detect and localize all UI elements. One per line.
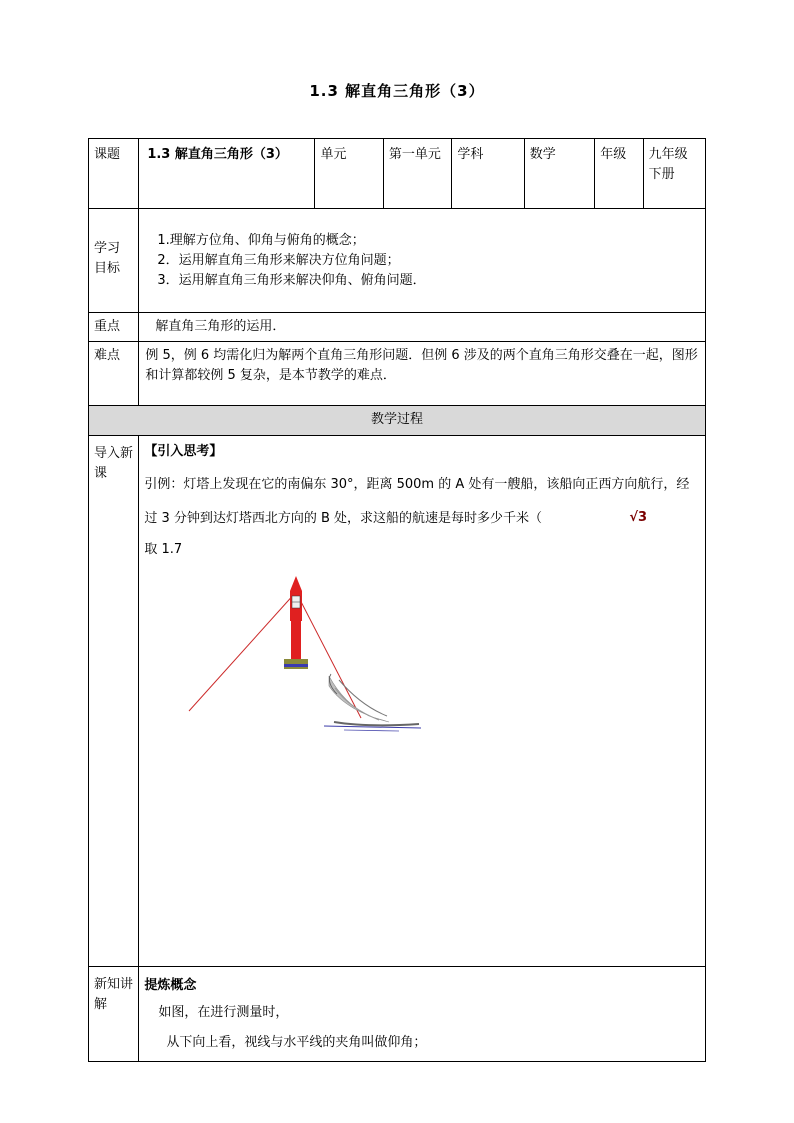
sight-line-b — [296, 592, 361, 718]
topic-value: 1.3 解直角三角形（3） — [139, 139, 315, 209]
intro-take-value: 取 1.7 — [144, 542, 183, 557]
goals-list — [139, 209, 706, 313]
focus-text: 解直角三角形的运用． — [139, 313, 706, 342]
goal-item: 3．运用解直角三角形来解决仰角、俯角问题． — [157, 273, 426, 288]
goal-item: 1.理解方位角、仰角与俯角的概念； — [157, 233, 365, 248]
new-knowledge-line1: 如图，在进行测量时， — [158, 1005, 289, 1020]
difficulty-text: 例 5，例 6 均需化归为解两个直角三角形问题．但例 6 涉及的两个直角三角形交叠在一起，图形和计算都较例 5 复杂，是本节教学的难点． — [139, 342, 706, 406]
intro-label: 导入新课 — [89, 436, 139, 967]
new-knowledge-label: 新知讲解 — [89, 967, 139, 1062]
new-knowledge-line2: 从下向上看，视线与水平线的夹角叫做仰角； — [166, 1035, 427, 1050]
grade-label: 年级 — [595, 139, 643, 209]
new-knowledge-content — [139, 967, 706, 1062]
focus-label: 重点 — [89, 313, 139, 342]
lighthouse-figure — [159, 576, 459, 776]
intro-paragraph: 引例：灯塔上发现在它的南偏东 30°，距离 500m 的 A 处有一艘船，该船向正西方向航行，经过 3 分钟到达灯塔西北方向的 B 处，求这船的航速是每时多少千米（ — [144, 477, 690, 526]
unit-label: 单元 — [315, 139, 383, 209]
subject-value: 数学 — [524, 139, 594, 209]
goals-label-line1: 学习 — [94, 241, 121, 256]
sqrt-three-formula: √3 — [629, 510, 648, 525]
sight-line-a — [189, 592, 296, 711]
grade-value-line1: 九年级 — [648, 147, 688, 162]
unit-value: 第一单元 — [383, 139, 451, 209]
lighthouse-icon — [284, 576, 308, 669]
difficulty-label: 难点 — [89, 342, 139, 406]
sailboat-icon — [324, 674, 421, 731]
topic-label: 课题 — [89, 139, 139, 209]
page-title: 1.3 解直角三角形（3） — [309, 82, 485, 100]
lesson-plan-table — [88, 138, 706, 1062]
intro-content — [139, 436, 706, 967]
grade-value-line2: 下册 — [648, 167, 675, 182]
process-heading: 教学过程 — [89, 406, 706, 436]
goals-label-line2: 目标 — [94, 261, 121, 276]
intro-heading: 【引入思考】 — [144, 444, 223, 459]
goal-item: 2．运用解直角三角形来解决方位角问题； — [157, 253, 400, 268]
grade-value — [643, 139, 705, 209]
new-knowledge-heading: 提炼概念 — [144, 978, 197, 993]
goals-label — [89, 209, 139, 313]
subject-label: 学科 — [452, 139, 524, 209]
